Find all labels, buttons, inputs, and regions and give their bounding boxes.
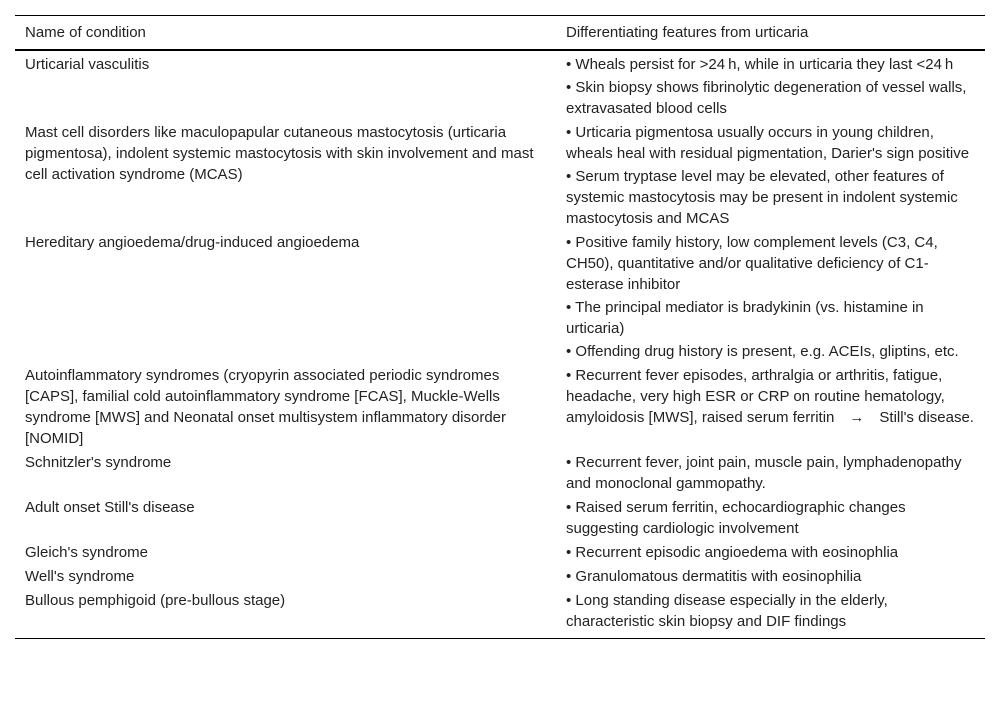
table-row [15, 540, 985, 564]
feature-item: • Wheals persist for >24 h, while in urticaria they last <24 h [566, 56, 954, 73]
condition-cell: Well's syndrome [25, 568, 135, 585]
table-row [15, 50, 985, 120]
table-header [15, 16, 985, 51]
feature-item: • Raised serum ferritin, echocardiographic changes suggesting cardiologic involvement [566, 499, 906, 537]
feature-item: • Positive family history, low complement levels (C3, C4, CH50), quantitative and/or qualitative deficiency of C1-esterase inhibitor [566, 234, 938, 293]
urticaria-differential-table [15, 15, 985, 639]
table-row [15, 564, 985, 588]
features-cell [556, 363, 985, 450]
condition-cell: Gleich's syndrome [25, 544, 148, 561]
feature-item: • Urticaria pigmentosa usually occurs in young children, wheals heal with residual pigmentation, Darier's sign positive [566, 124, 970, 162]
table-row [15, 120, 985, 230]
feature-item: • Granulomatous dermatitis with eosinophilia [566, 568, 862, 585]
condition-cell: Urticarial vasculitis [25, 56, 150, 73]
feature-item: • Offending drug history is present, e.g. ACEIs, gliptins, etc. [566, 343, 959, 360]
condition-cell: Schnitzler's syndrome [25, 454, 172, 471]
feature-item: • Serum tryptase level may be elevated, other features of systemic mastocytosis may be present in indolent systemic mastocytosis and MCAS [566, 168, 958, 227]
urticaria-differential-table-wrapper [15, 15, 985, 639]
table-body [15, 50, 985, 639]
feature-item: • Recurrent fever, joint pain, muscle pain, lymphadenopathy and monoclonal gammopathy. [566, 454, 962, 492]
condition-cell: Autoinflammatory syndromes (cryopyrin associated periodic syndromes [CAPS], familial cold autoinflammatory syndrome [FCAS], Muckle-Wells syndrome [MWS] and Neonatal onset multisystem inflammatory disorder [NOMID] [25, 367, 507, 447]
condition-cell: Adult onset Still's disease [25, 499, 195, 516]
table-row [15, 495, 985, 540]
table-row [15, 363, 985, 450]
condition-cell: Hereditary angioedema/drug-induced angioedema [25, 234, 360, 251]
table-row [15, 230, 985, 363]
feature-item: • The principal mediator is bradykinin (vs. histamine in urticaria) [566, 299, 924, 337]
header-condition: Name of condition [25, 24, 146, 41]
feature-item: • Long standing disease especially in the elderly, characteristic skin biopsy and DIF findings [566, 592, 888, 630]
table-row [15, 588, 985, 639]
features-cell [556, 564, 985, 588]
header-row [15, 16, 985, 51]
features-cell [556, 50, 985, 120]
features-cell [556, 120, 985, 230]
header-features: Differentiating features from urticaria [566, 24, 809, 41]
features-cell [556, 588, 985, 639]
feature-item: • Recurrent fever episodes, arthralgia or arthritis, fatigue, headache, very high ESR or CRP on routine hematology, amyloidosis [MWS], raised serum ferritin → Still's disease. [566, 367, 974, 426]
feature-item: • Skin biopsy shows fibrinolytic degeneration of vessel walls, extravasated blood cells [566, 79, 967, 117]
feature-item: • Recurrent episodic angioedema with eosinophlia [566, 544, 899, 561]
features-cell [556, 540, 985, 564]
features-cell [556, 230, 985, 363]
features-cell [556, 495, 985, 540]
features-cell [556, 450, 985, 495]
condition-cell: Bullous pemphigoid (pre-bullous stage) [25, 592, 286, 609]
condition-cell: Mast cell disorders like maculopapular cutaneous mastocytosis (urticaria pigmentosa), indolent systemic mastocytosis with skin involvement and mast cell activation syndrome (MCAS) [25, 124, 534, 183]
table-row [15, 450, 985, 495]
